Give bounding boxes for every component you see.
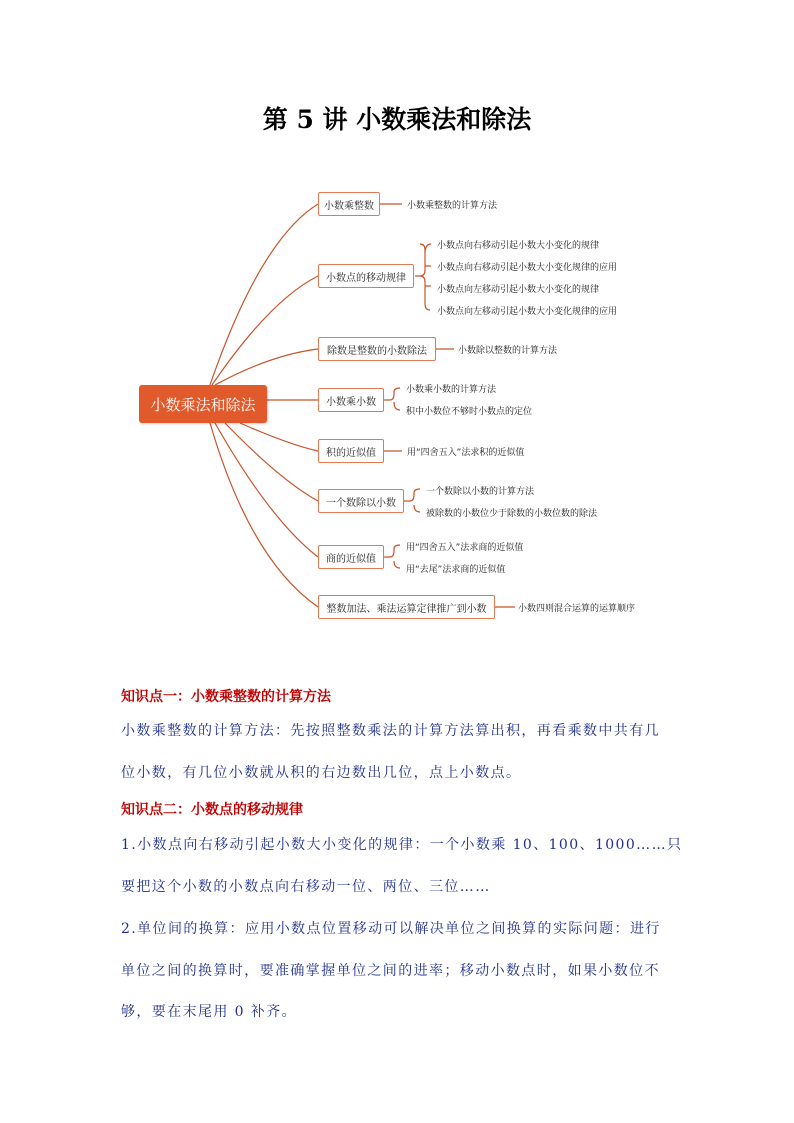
mindmap-leaf: 用“四舍五入”法求商的近似值 [406, 543, 524, 553]
mindmap-leaf: 小数除以整数的计算方法 [458, 346, 558, 356]
leaf-bracket-4 [384, 388, 400, 410]
mindmap-leaf: 积中小数位不够时小数点的定位 [406, 407, 533, 417]
paragraph-line: 小数乘整数的计算方法：先按照整数乘法的计算方法算出积，再看乘数中共有几 [121, 723, 660, 739]
connector-7 [215, 423, 318, 557]
mindmap-leaf: 小数点向左移动引起小数大小变化的规律 [437, 285, 600, 295]
mindmap-leaf: 小数乘小数的计算方法 [406, 385, 497, 395]
mindmap-leaf: 用“去尾”法求商的近似值 [406, 565, 506, 575]
mindmap-branch: 一个数除以小数 [318, 489, 404, 513]
connector-3 [215, 349, 318, 385]
mindmap-branch: 小数乘整数 [318, 192, 380, 216]
mindmap-leaf: 被除数的小数位少于除数的小数位数的除法 [426, 509, 598, 519]
mindmap-branch: 小数点的移动规律 [318, 264, 414, 288]
paragraph-line: 够，要在末尾用 0 补齐。 [121, 1004, 298, 1020]
mindmap-leaf: 小数点向左移动引起小数大小变化规律的应用 [437, 307, 618, 317]
mindmap-leaf: 一个数除以小数的计算方法 [426, 487, 535, 497]
paragraph-line: 1.小数点向右移动引起小数大小变化的规律：一个小数乘 10、100、1000……只 [121, 837, 683, 853]
paragraph-line: 位小数，有几位小数就从积的右边数出几位，点上小数点。 [121, 765, 522, 781]
connector-5 [240, 423, 318, 451]
connector-1 [210, 204, 318, 385]
leaf-bracket-6 [404, 489, 420, 512]
mindmap-leaf: 小数乘整数的计算方法 [407, 201, 498, 211]
mindmap-root: 小数乘法和除法 [139, 385, 267, 423]
paragraph-line: 单位之间的换算时，要准确掌握单位之间的进率；移动小数点时，如果小数位不 [121, 963, 660, 979]
mindmap-leaf: 小数四则混合运算的运算顺序 [518, 604, 636, 614]
paragraph-line: 要把这个小数的小数点向右移动一位、两位、三位…… [121, 879, 491, 895]
mindmap-leaf: 小数点向右移动引起小数大小变化规律的应用 [437, 263, 618, 273]
page-title: 第 5 讲 小数乘法和除法 [262, 105, 532, 134]
mindmap-branch: 整数加法、乘法运算定律推广到小数 [318, 595, 495, 619]
mindmap-leaf: 用“四舍五入”法求积的近似值 [407, 448, 525, 458]
leaf-bracket-7 [384, 545, 400, 568]
section-heading: 知识点二：小数点的移动规律 [121, 802, 303, 818]
paragraph-line: 2.单位间的换算：应用小数点位置移动可以解决单位之间换算的实际问题：进行 [121, 921, 661, 937]
connector-2 [212, 276, 318, 385]
section-heading: 知识点一：小数乘整数的计算方法 [121, 689, 331, 705]
mindmap-branch: 积的近似值 [318, 439, 384, 463]
connector-8 [210, 423, 318, 607]
leaf-bracket-2 [415, 244, 431, 310]
mindmap-leaf: 小数点向右移动引起小数大小变化的规律 [437, 241, 600, 251]
mindmap-branch: 小数乘小数 [318, 388, 384, 412]
mindmap-branch: 商的近似值 [318, 545, 384, 569]
mindmap-branch: 除数是整数的小数除法 [318, 337, 436, 361]
